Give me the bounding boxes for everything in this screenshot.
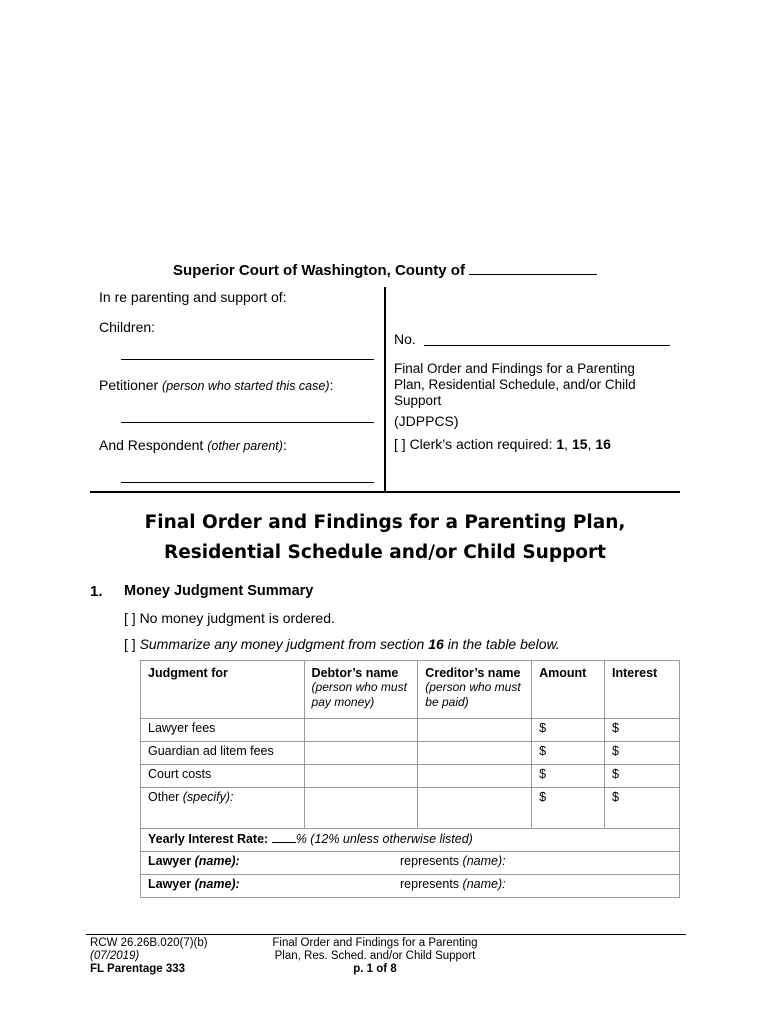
no-judgment-checkbox[interactable]: [ ] [124,610,136,626]
amount-cell[interactable]: $ [532,719,605,742]
document-title-line1: Final Order and Findings for a Parenting Plan, [144,512,626,533]
interest-cell[interactable]: $ [605,742,680,765]
footer-rcw: RCW 26.26B.020(7)(b) [90,937,208,949]
table-row [141,719,680,742]
column-header: Judgment for [141,661,305,719]
caption-bottom-rule [90,491,680,493]
footer-center: Final Order and Findings for a Parenting Plan, Res. Sched. and/or Child Support p. 1 of 8 [255,937,495,976]
represents-label: represents (name): [400,854,506,868]
case-number-line[interactable] [424,345,670,346]
debtor-cell[interactable] [304,742,418,765]
row-label: Lawyer fees [141,719,305,742]
table-row [141,788,680,829]
lawyer-row [141,875,680,898]
footer-left [90,937,208,976]
in-re-label: In re parenting and support of: [99,289,287,305]
section-number: 1. [90,583,103,600]
debtor-cell[interactable] [304,788,418,829]
summarize-judgment-checkbox[interactable]: [ ] [124,636,136,652]
case-number-label: No. [394,331,416,347]
petitioner-name-line[interactable] [121,422,374,423]
footer-rule [86,934,686,935]
option-summarize-judgment: [ ] Summarize any money judgment from section 16 in the table below. [124,636,560,652]
interest-cell[interactable]: $ [605,719,680,742]
petitioner-label: Petitioner (person who started this case): [99,377,334,393]
table-header-row [141,661,680,719]
page-number: p. 1 of 8 [353,963,397,975]
county-blank-line[interactable] [469,260,597,275]
clerk-section: 15 [571,436,588,452]
lawyer-cell[interactable]: Lawyer (name): represents (name): [141,875,680,898]
option-no-judgment: [ ] No money judgment is ordered. [124,610,335,626]
footer-form-id: FL Parentage 333 [90,963,186,975]
interest-rate-cell: Yearly Interest Rate: % (12% unless otherwise listed) [141,829,680,852]
lawyer-row [141,852,680,875]
children-label: Children: [99,319,156,335]
footer-date: (07/2019) [90,950,140,962]
clerk-action: [ ] Clerk’s action required: 1, 15, 16 [394,436,611,452]
court-name: Superior Court of Washington, County of [173,262,465,279]
form-title-caption: Final Order and Findings for a Parenting Plan, Residential Schedule, and/or Child Support [394,361,636,408]
row-label: Court costs [141,765,305,788]
creditor-cell[interactable] [418,719,532,742]
column-header: Creditor’s name (person who must be paid) [418,661,532,719]
lawyer-cell[interactable]: Lawyer (name): represents (name): [141,852,680,875]
interest-cell[interactable]: $ [605,765,680,788]
clerk-checkbox[interactable]: [ ] [394,436,406,452]
debtor-cell[interactable] [304,765,418,788]
respondent-name-line[interactable] [121,482,374,483]
petitioner-hint: (person who started this case) [162,379,330,393]
column-header: Debtor’s name (person who must pay money) [304,661,418,719]
money-judgment-table [140,660,680,898]
amount-cell[interactable]: $ [532,742,605,765]
creditor-cell[interactable] [418,788,532,829]
amount-cell[interactable]: $ [532,765,605,788]
column-header: Amount [532,661,605,719]
caption-divider [384,287,386,492]
respondent-label: And Respondent (other parent): [99,437,287,453]
table-row [141,765,680,788]
column-header: Interest [605,661,680,719]
document-title-line2: Residential Schedule and/or Child Support [163,542,606,563]
creditor-cell[interactable] [418,742,532,765]
form-code: (JDPPCS) [394,413,459,429]
creditor-cell[interactable] [418,765,532,788]
debtor-cell[interactable] [304,719,418,742]
children-name-line[interactable] [121,359,374,360]
clerk-section: 1 [556,436,565,452]
interest-rate-row [141,829,680,852]
amount-cell[interactable]: $ [532,788,605,829]
section-heading: Money Judgment Summary [124,583,314,599]
clerk-section: 16 [595,436,611,452]
court-header [0,260,770,279]
row-label[interactable]: Other (specify): [141,788,305,829]
table-row [141,742,680,765]
respondent-hint: (other parent) [207,439,283,453]
interest-cell[interactable]: $ [605,788,680,829]
interest-rate-blank[interactable] [272,831,296,843]
represents-label: represents (name): [400,877,506,891]
row-label: Guardian ad litem fees [141,742,305,765]
